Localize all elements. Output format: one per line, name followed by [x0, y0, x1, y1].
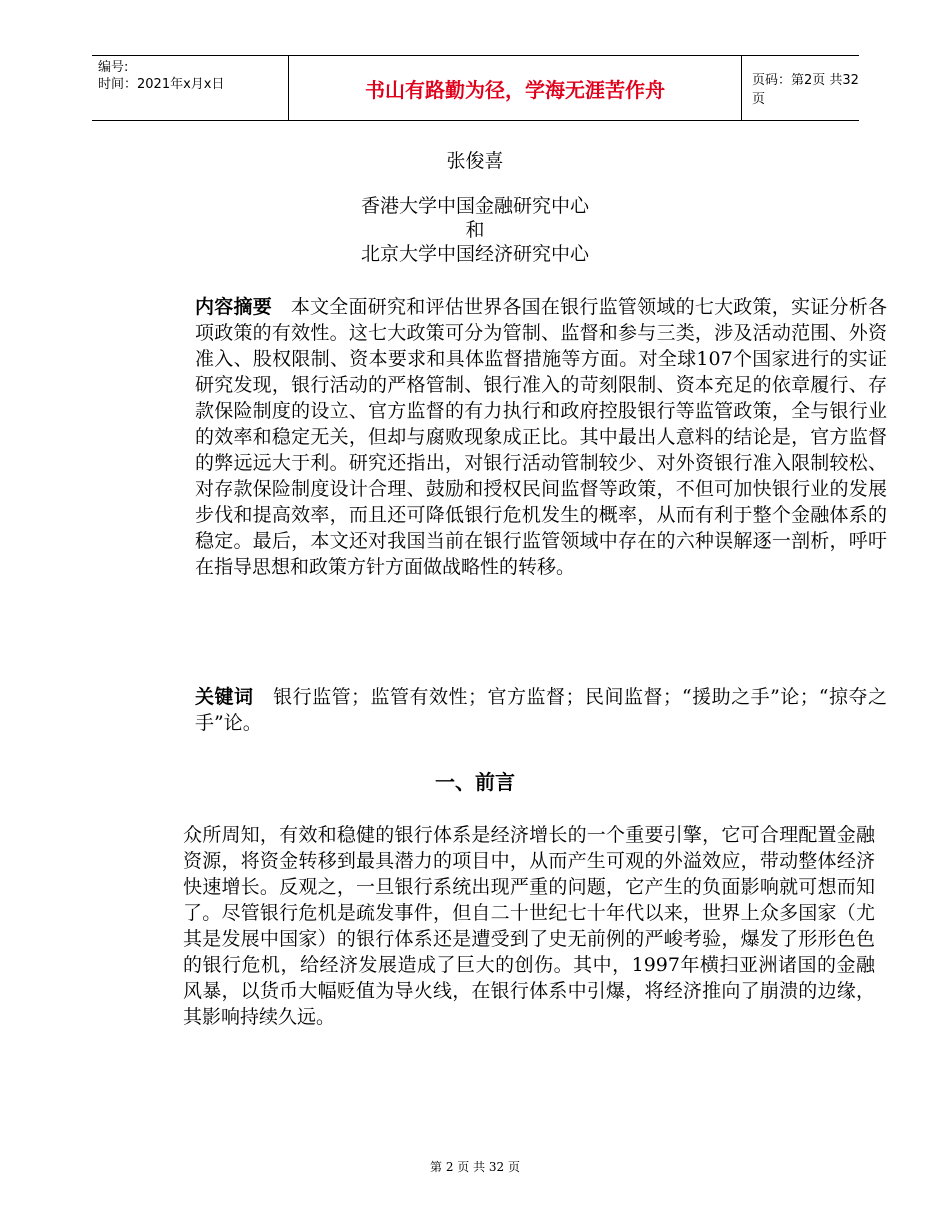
affiliation-1: 香港大学中国金融研究中心 [360, 195, 589, 217]
affiliations [0, 194, 950, 266]
header-motto-cell [288, 56, 742, 120]
page-footer: 第 2 页 共 32 页 [430, 1160, 520, 1174]
abstract-text: 本文全面研究和评估世界各国在银行监管领域的七大政策，实证分析各项政策的有效性。这七大政策可分为管制、监督和参与三类，涉及活动范围、外资准入、股权限制、资本要求和具体监督措施等方面。对全球107个国家进行的实证研究发现，银行活动的严格管制、银行准入的苛刻限制、资本充足的依章履行、存款保险制度的设立、官方监督的有力执行和政府控股银行等监管政策，全与银行业的效率和稳定无关，但却与腐败现象成正比。其中最出人意料的结论是，官方监督的弊远远大于利。研究还指出，对银行活动管制较少、对外资银行准入限制较松、对存款保险制度设计合理、鼓励和授权民间监督等政策，不但可加快银行业的发展步伐和提高效率，而且还可降低银行危机发生的概率，从而有利于整个金融体系的稳定。最后，本文还对我国当前在银行监管领域中存在的六种误解逐一剖析，呼吁在指导思想和政策方针方面做战略性的转移。 [195, 296, 887, 578]
keywords-paragraph [141, 684, 887, 736]
keywords-text: 银行监管；监管有效性；官方监督；民间监督；“援助之手”论；“掠夺之手”论。 [195, 686, 887, 734]
page-header [92, 55, 859, 121]
author-name: 张俊喜 [446, 150, 504, 172]
abstract-paragraph [141, 294, 887, 580]
section-paragraph: 众所周知，有效和稳健的银行体系是经济增长的一个重要引擎，它可合理配置金融资源，将资金转移到最具潜力的项目中，从而产生可观的外溢效应，带动整体经济快速增长。反观之，一旦银行系统出现严重的问题，它产生的负面影响就可想而知了。尽管银行危机是疏发事件，但自二十世纪七十年代以来，世界上众多国家（尤其是发展中国家）的银行体系还是遭受到了史无前例的严峻考验，爆发了形形色色的银行危机，给经济发展造成了巨大的创伤。其中，1997年横扫亚洲诸国的金融风暴，以货币大幅贬值为导火线，在银行体系中引爆，将经济推向了崩溃的边缘，其影响持续久远。 [183, 824, 875, 1028]
affiliation-connector: 和 [465, 219, 485, 241]
section-title: 一、前言 [435, 770, 515, 794]
doc-number-label: 编号: [98, 60, 129, 75]
header-page-info-cell [742, 56, 859, 120]
time-label: 时间：2021年x月x日 [98, 77, 225, 92]
header-page-info: 页码：第2页 共32页 [752, 73, 859, 107]
header-motto: 书山有路勤为径，学海无涯苦作舟 [365, 77, 665, 102]
affiliation-2: 北京大学中国经济研究中心 [360, 243, 589, 265]
keywords-label: 关键词 [195, 686, 254, 708]
header-left-cell [92, 56, 288, 120]
abstract-label: 内容摘要 [195, 296, 272, 318]
